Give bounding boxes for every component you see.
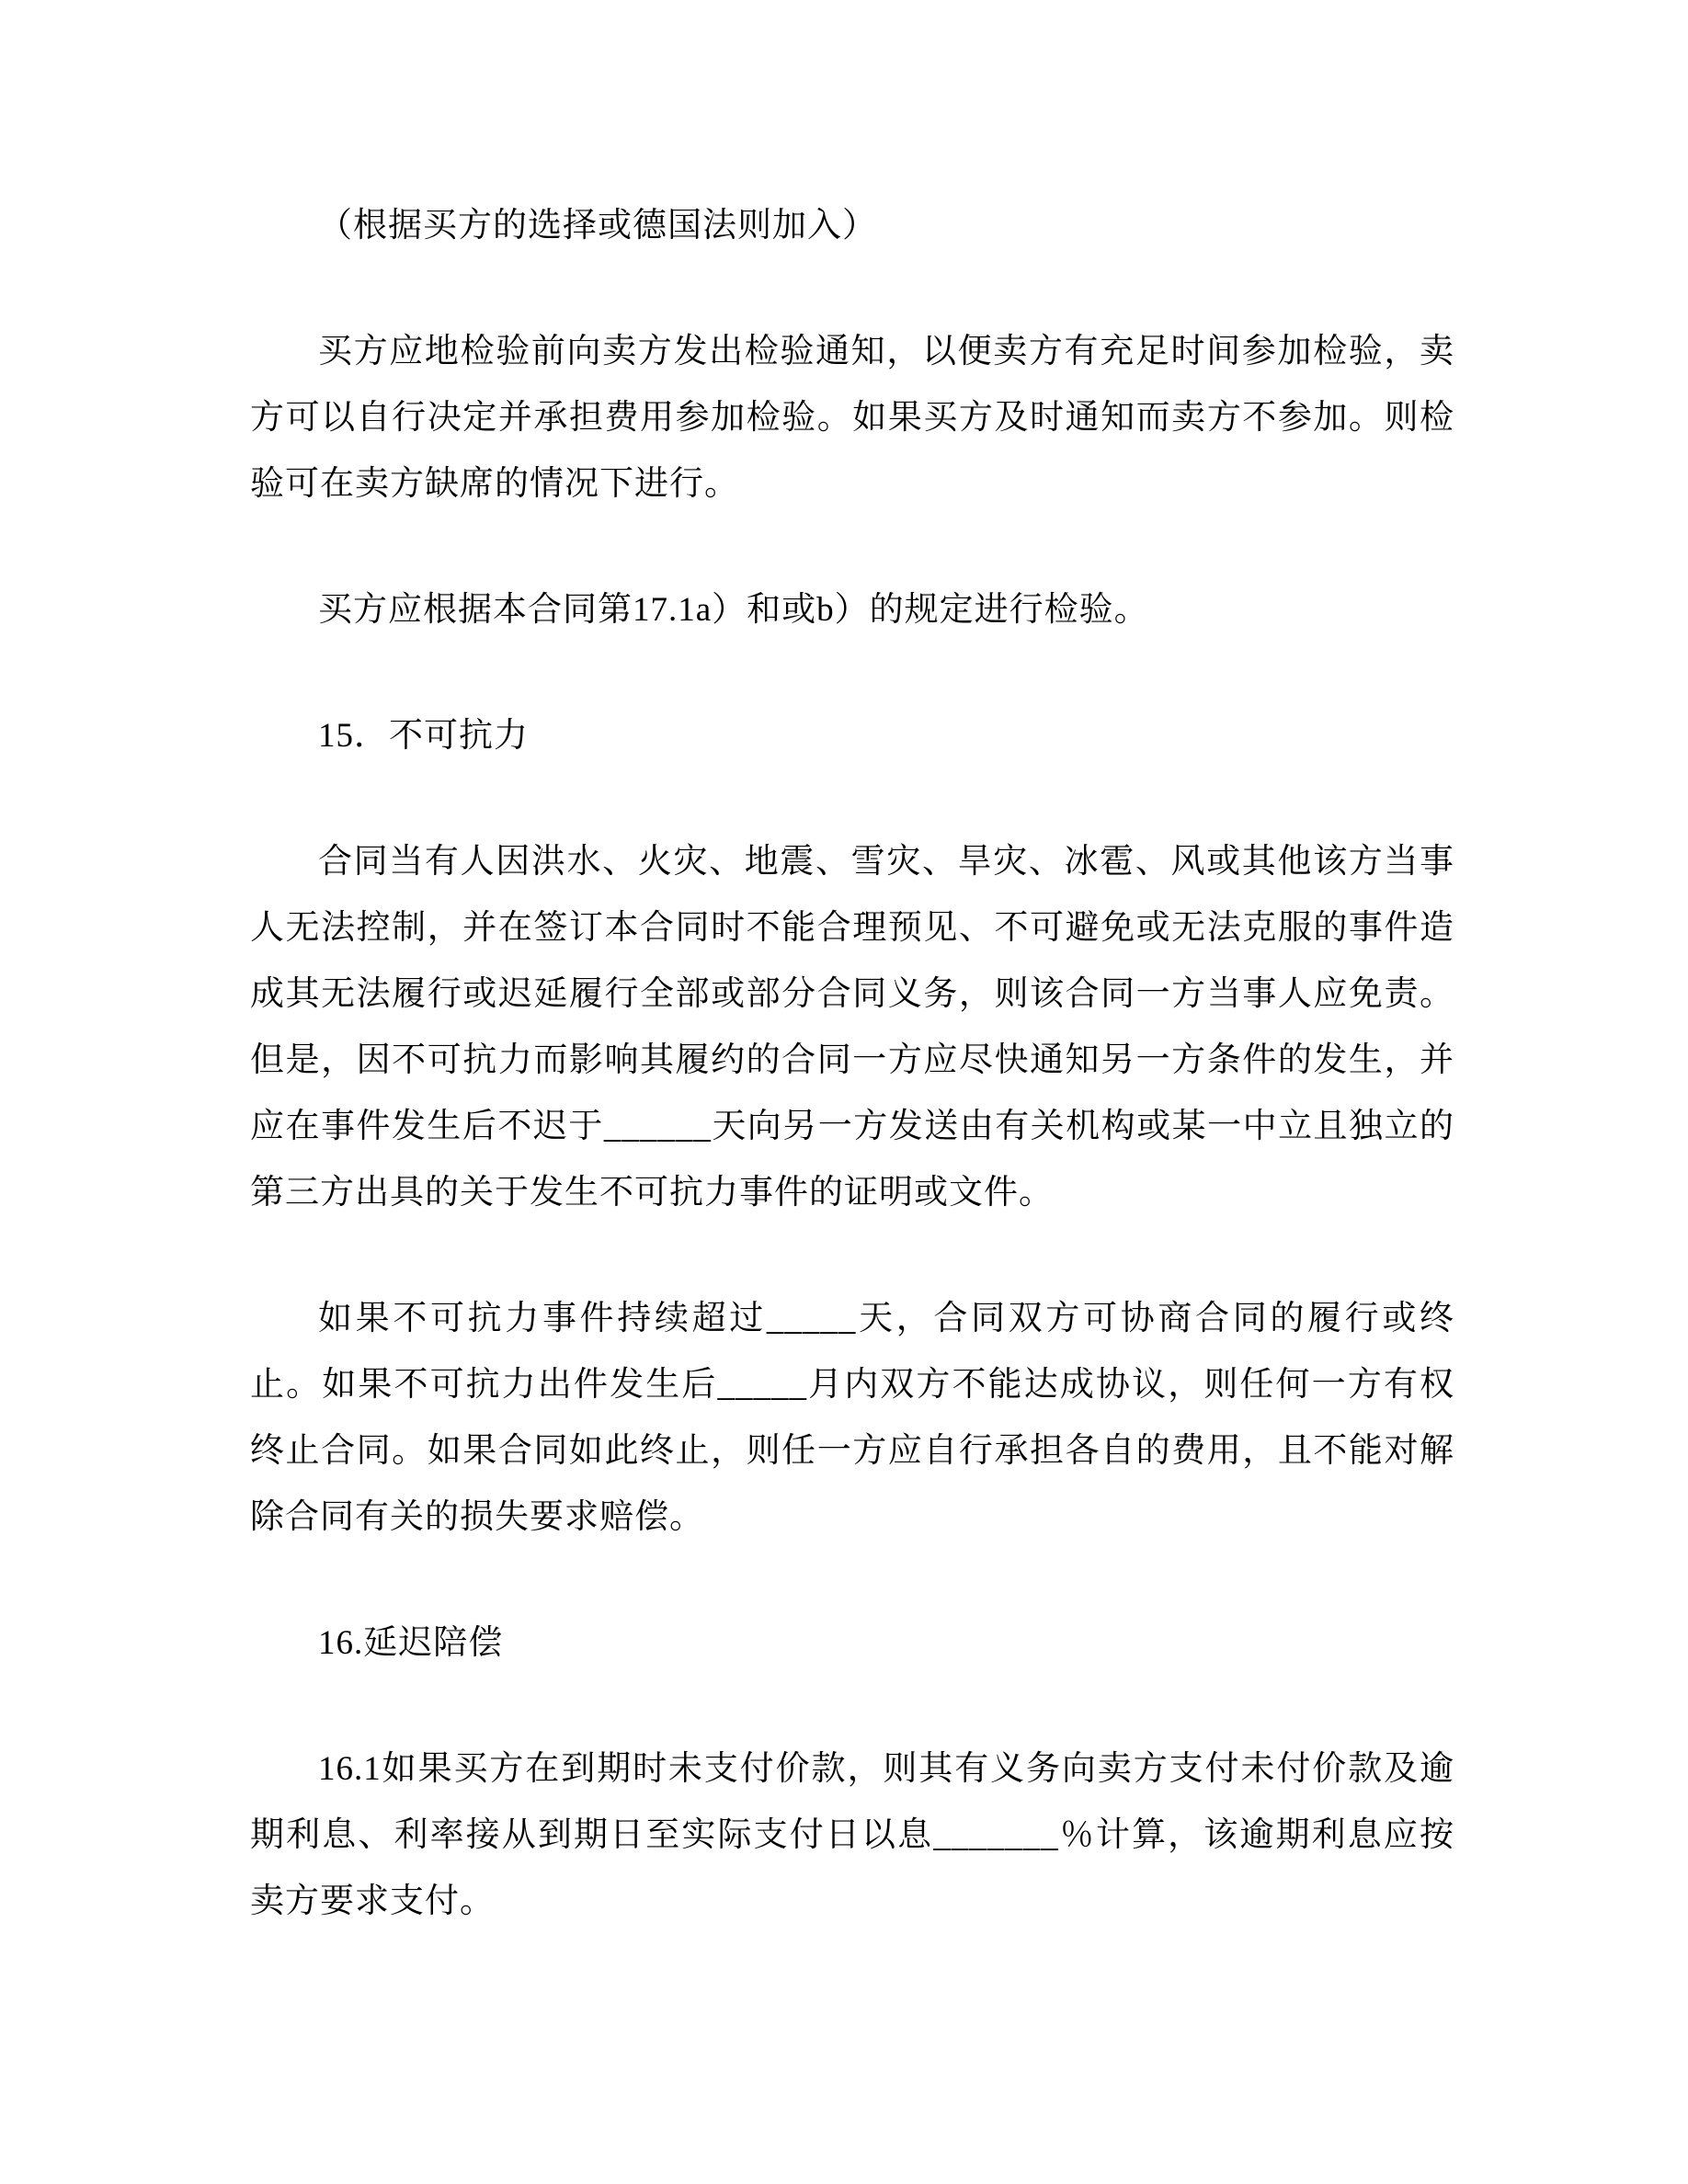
force-majeure-termination-paragraph: 如果不可抗力事件持续超过_____天，合同双方可协商合同的履行或终止。如果不可抗力出件发生后_____月内双方不能达成协议，则任何一方有权终止合同。如果合同如此终止，则任一方应自行承担各自的费用，且不能对解除合同有关的损失要求赔偿。: [250, 1300, 1454, 1536]
note-line: （根据买方的选择或德国法则加入）: [318, 207, 877, 245]
inspection-standard-paragraph: 买方应根据本合同第17.1a）和或b）的规定进行检验。: [318, 591, 1149, 629]
inspection-notice-paragraph: 买方应地检验前向卖方发出检验通知，以便卖方有充足时间参加检验，卖方可以自行决定并承担费用参加检验。如果买方及时通知而卖方不参加。则检验可在卖方缺席的情况下进行。: [250, 333, 1454, 503]
clause-15-heading: 15．不可抗力: [318, 717, 529, 755]
contract-text-body: [250, 193, 1454, 1935]
late-payment-interest-paragraph: 16.1如果买方在到期时未支付价款，则其有义务向卖方支付未付价款及逾期利息、利率接从到期日至实际支付日以息_______％计算，该逾期利息应按卖方要求支付。: [250, 1750, 1454, 1920]
force-majeure-paragraph: 合同当有人因洪水、火灾、地震、雪灾、旱灾、冰雹、风或其他该方当事人无法控制，并在签订本合同时不能合理预见、不可避免或无法克服的事件造成其无法履行或迟延履行全部或部分合同义务，则该合同一方当事人应免责。但是，因不可抗力而影响其履约的合同一方应尽快通知另一方条件的发生，并应在事件发生后不迟于______天向另一方发送由有关机构或某一中立且独立的第三方出具的关于发生不可抗力事件的证明或文件。: [250, 843, 1454, 1211]
clause-16-heading: 16.延迟陪偿: [318, 1624, 504, 1662]
